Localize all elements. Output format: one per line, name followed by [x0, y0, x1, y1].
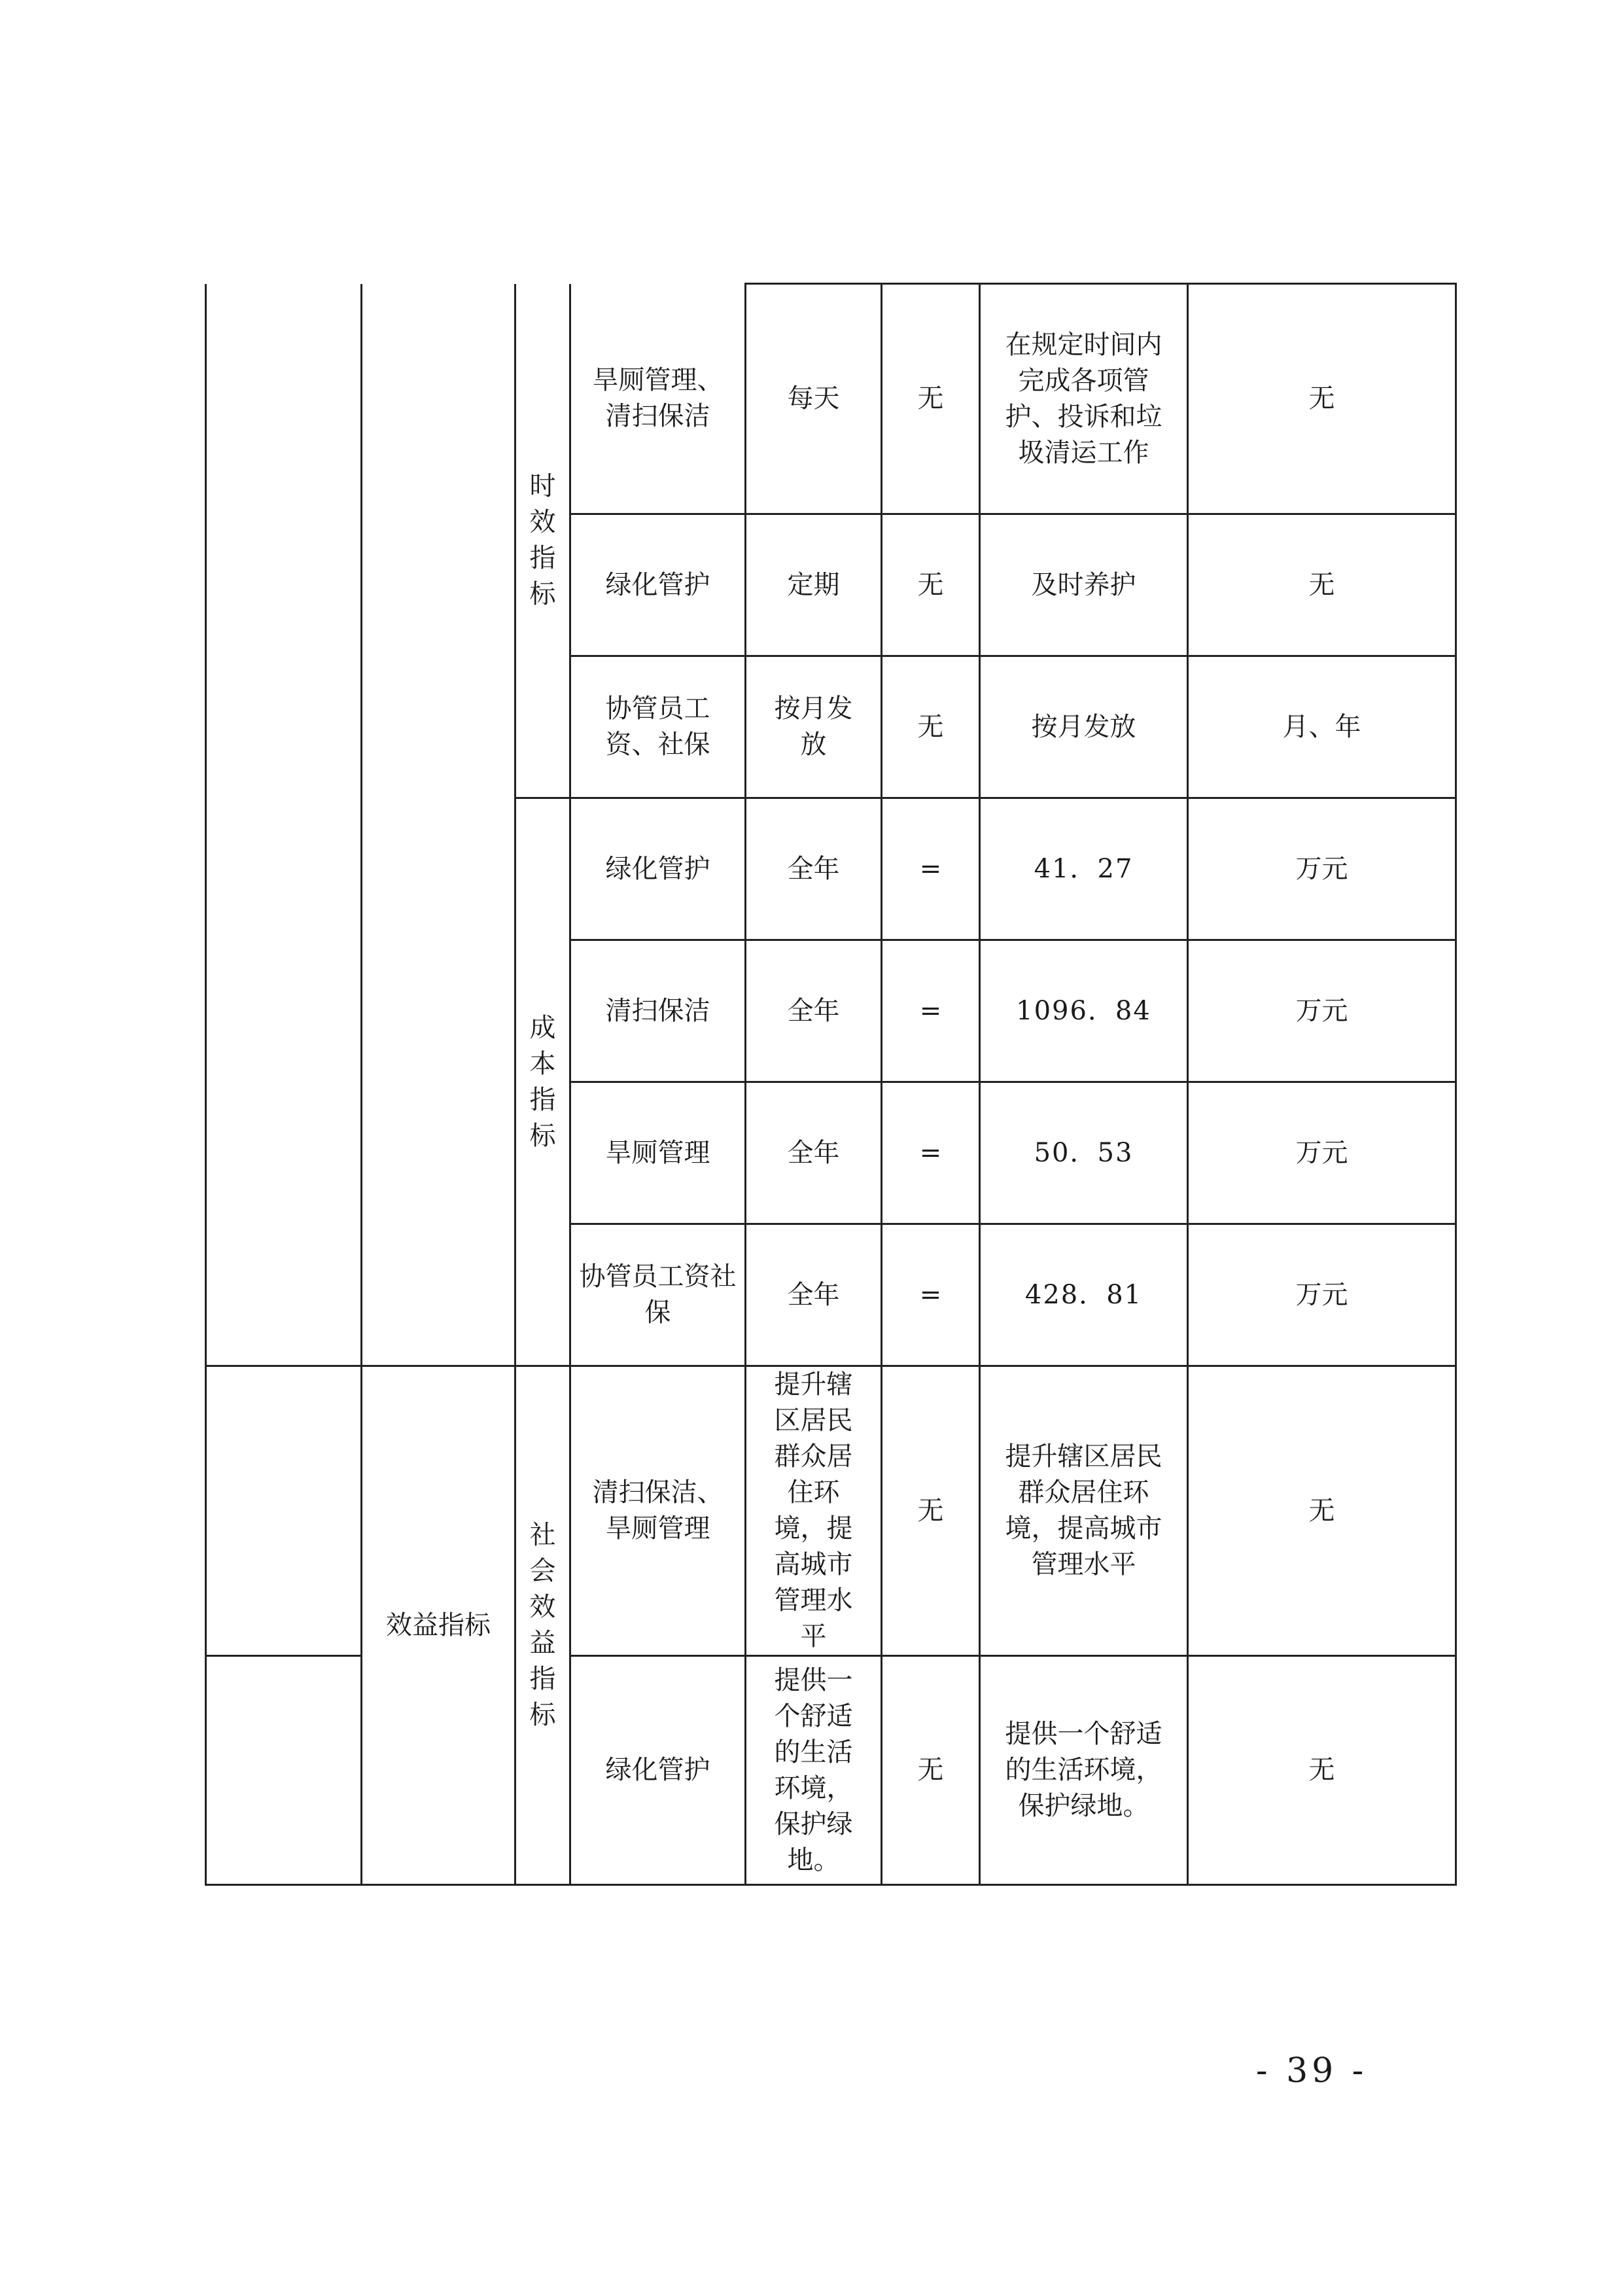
operator-cell: = — [882, 940, 980, 1082]
value-cell: 1096．84 — [980, 940, 1188, 1082]
value-cell: 提供一个舒适的生活环境，保护绿地。 — [980, 1656, 1188, 1885]
operator-cell: 无 — [882, 1656, 980, 1885]
period-cell: 按月发放 — [746, 656, 882, 798]
unit-cell: 月、年 — [1188, 656, 1456, 798]
operator-cell: 无 — [882, 1366, 980, 1656]
operator-cell: = — [882, 1224, 980, 1366]
operator-cell: 无 — [882, 284, 980, 514]
blank-cell-first-level — [206, 284, 362, 1366]
table-row — [206, 284, 1456, 514]
value-cell: 及时养护 — [980, 514, 1188, 656]
indicator-table — [205, 283, 1457, 1886]
unit-cell: 万元 — [1188, 940, 1456, 1082]
category-cell: 时效指标 — [515, 284, 570, 798]
value-cell: 在规定时间内完成各项管护、投诉和垃圾清运工作 — [980, 284, 1188, 514]
blank-cell-second-level — [362, 284, 515, 1366]
value-cell: 428．81 — [980, 1224, 1188, 1366]
period-cell: 定期 — [746, 514, 882, 656]
period-cell: 全年 — [746, 940, 882, 1082]
unit-cell: 无 — [1188, 514, 1456, 656]
operator-cell: 无 — [882, 514, 980, 656]
unit-cell: 万元 — [1188, 1082, 1456, 1224]
item-cell: 旱厕管理 — [570, 1082, 746, 1224]
value-cell: 41．27 — [980, 798, 1188, 940]
value-cell: 按月发放 — [980, 656, 1188, 798]
group-cell: 效益指标 — [362, 1366, 515, 1885]
unit-cell: 无 — [1188, 1366, 1456, 1656]
operator-cell: = — [882, 798, 980, 940]
item-cell: 绿化管护 — [570, 798, 746, 940]
category-cell: 成本指标 — [515, 798, 570, 1366]
first-level-cell — [206, 1656, 362, 1885]
period-cell: 全年 — [746, 1224, 882, 1366]
item-cell: 旱厕管理、清扫保洁 — [570, 284, 746, 514]
table-row — [206, 1366, 1456, 1656]
period-cell: 全年 — [746, 1082, 882, 1224]
first-level-cell — [206, 1366, 362, 1656]
value-cell: 提升辖区居民群众居住环境，提高城市管理水平 — [980, 1366, 1188, 1656]
item-cell: 协管员工资社保 — [570, 1224, 746, 1366]
unit-cell: 万元 — [1188, 798, 1456, 940]
period-cell: 每天 — [746, 284, 882, 514]
item-cell: 清扫保洁、旱厕管理 — [570, 1366, 746, 1656]
item-cell: 绿化管护 — [570, 1656, 746, 1885]
item-cell: 清扫保洁 — [570, 940, 746, 1082]
item-cell: 协管员工资、社保 — [570, 656, 746, 798]
unit-cell: 万元 — [1188, 1224, 1456, 1366]
item-cell: 绿化管护 — [570, 514, 746, 656]
period-cell: 全年 — [746, 798, 882, 940]
page-number: - 39 - — [1256, 2051, 1368, 2091]
period-cell: 提供一个舒适的生活环境，保护绿地。 — [746, 1656, 882, 1885]
unit-cell: 无 — [1188, 284, 1456, 514]
operator-cell: = — [882, 1082, 980, 1224]
period-cell: 提升辖区居民群众居住环境，提高城市管理水平 — [746, 1366, 882, 1656]
category-cell: 社会效益指标 — [515, 1366, 570, 1885]
unit-cell: 无 — [1188, 1656, 1456, 1885]
operator-cell: 无 — [882, 656, 980, 798]
value-cell: 50．53 — [980, 1082, 1188, 1224]
